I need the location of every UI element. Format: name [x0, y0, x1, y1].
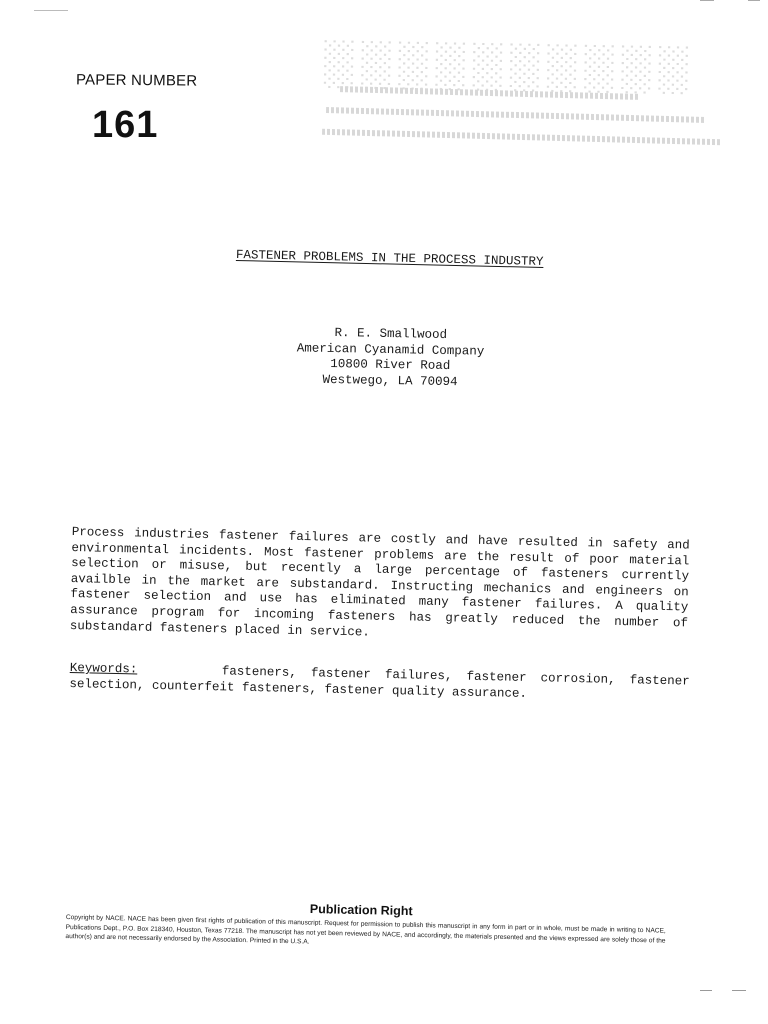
author-street: 10800 River Road: [330, 356, 451, 374]
author-company: American Cyanamid Company: [296, 340, 485, 359]
paper-number-label: PAPER NUMBER: [75, 71, 198, 90]
faded-conference-stamp: [321, 37, 742, 160]
faded-stamp-line: [322, 129, 722, 145]
author-name: R. E. Smallwood: [334, 326, 448, 342]
scan-mark: [748, 0, 760, 1]
keywords: [69, 660, 690, 706]
faded-stamp-graphic: ░░░░░░░░░░: [321, 37, 695, 94]
paper-number: 161: [92, 104, 159, 146]
scan-mark: [732, 990, 746, 991]
abstract: [70, 525, 690, 648]
publication-right-heading: Publication Right: [309, 902, 413, 919]
scan-mark: [34, 10, 68, 11]
author-block: [275, 325, 506, 391]
faded-stamp-line: [326, 107, 706, 123]
abstract-text: Process industries fastener failures are costly and have resulted in safety and environmental incidents. Most fastener problems are the result of poor material selection or misuse, but recently a large percentage of fasteners currently availble in the market are substandard. Instructing mechanics and engineers on fastener selection and use has eliminated many fastener failures. A quality assurance program for incoming fasteners has greatly reduced the number of substandard fasteners placed in service.: [69, 525, 690, 640]
keywords-label: Keywords:: [69, 660, 138, 677]
publication-right-text: Copyright by NACE. NACE has been given first rights of publication of this manuscript. Request for permission to publish this manuscript in any form in part or in whole, must be made in writing to NACE, Publications Dept., P.O. Box 218340, Houston, Texas 77218. The manuscript has not yet been reviewed by NACE, and accordingly, the materials presented and the views expressed are solely those of the author(s) and are not necessarily endorsed by the Association. Printed in the U.S.A.: [65, 913, 666, 946]
paper-title: FASTENER PROBLEMS IN THE PROCESS INDUSTRY: [235, 248, 544, 269]
author-city: Westwego, LA 70094: [322, 372, 458, 389]
scan-mark: [700, 990, 712, 991]
scan-mark: [700, 0, 714, 1]
keywords-text: fasteners, fastener failures, fastener corrosion, fastener selection, counterfeit fasteners, fastener quality assurance.: [69, 664, 690, 701]
